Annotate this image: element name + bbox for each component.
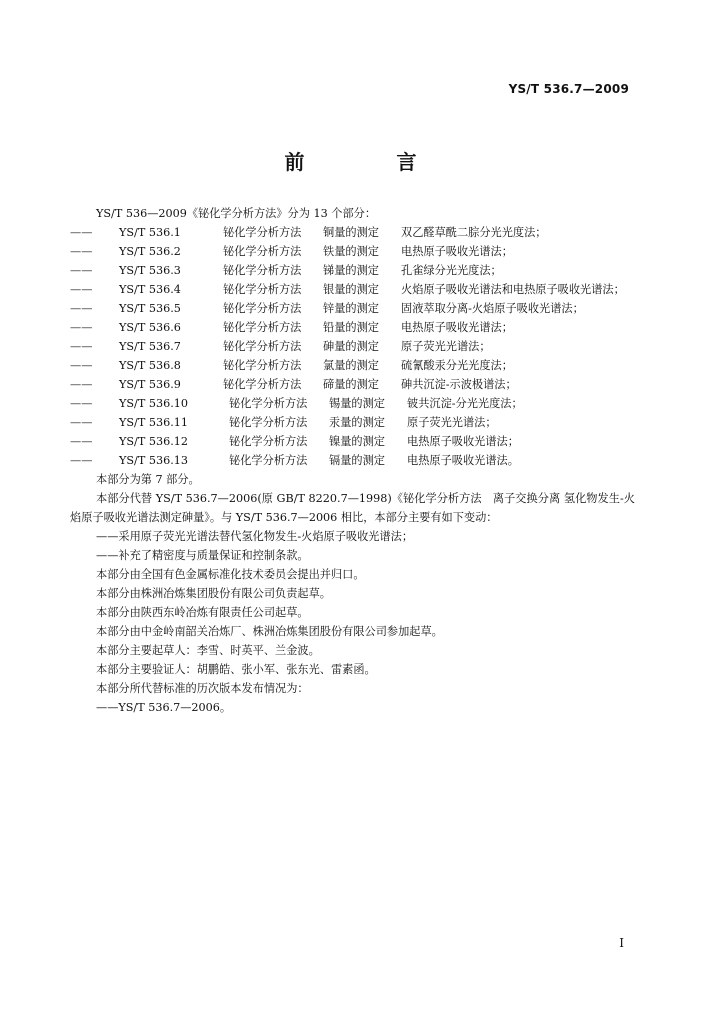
part-measure: 铅量的测定: [323, 321, 379, 334]
part-dash: ——: [70, 340, 93, 353]
part-dash: ——: [70, 435, 93, 448]
part-title: 铋化学分析方法: [223, 264, 302, 277]
part-code: YS/T 536.5: [119, 302, 181, 315]
part-method: 电热原子吸收光谱法。: [407, 454, 519, 467]
participants-paragraph: 本部分由中金岭南韶关冶炼厂、株洲冶炼集团股份有限公司参加起草。: [96, 625, 443, 638]
part-list-item: [70, 223, 635, 242]
part-number-paragraph: 本部分为第 7 部分。: [96, 473, 200, 486]
part-measure: 铜量的测定: [323, 226, 379, 239]
part-title: 铋化学分析方法: [223, 378, 302, 391]
part-dash: ——: [70, 264, 93, 277]
part-list-item: [70, 375, 635, 394]
part-dash: ——: [70, 454, 93, 467]
part-dash: ——: [70, 302, 93, 315]
part-dash: ——: [70, 397, 93, 410]
part-list-item: [70, 242, 635, 261]
drafted-paragraph: 本部分由陕西东岭冶炼有限责任公司起草。: [96, 606, 309, 619]
part-method: 孔雀绿分光光度法；: [401, 264, 502, 277]
part-list-item: [70, 299, 635, 318]
part-method: 电热原子吸收光谱法；: [401, 245, 513, 258]
part-title: 铋化学分析方法: [223, 359, 302, 372]
part-measure: 氯量的测定: [323, 359, 379, 372]
part-title: 铋化学分析方法: [223, 245, 302, 258]
part-method: 铍共沉淀-分光光度法；: [407, 397, 523, 410]
part-code: YS/T 536.3: [119, 264, 181, 277]
part-code: YS/T 536.9: [119, 378, 181, 391]
standard-code-header: YS/T 536.7—2009: [508, 82, 629, 96]
part-dash: ——: [70, 378, 93, 391]
part-method: 火焰原子吸收光谱法和电热原子吸收光谱法；: [401, 283, 625, 296]
part-measure: 锡量的测定: [329, 397, 385, 410]
responsible-paragraph: 本部分由株洲冶炼集团股份有限公司负责起草。: [96, 587, 331, 600]
change-item-1: ——采用原子荧光光谱法替代氢化物发生-火焰原子吸收光谱法；: [96, 530, 414, 543]
part-measure: 锌量的测定: [323, 302, 379, 315]
part-title: 铋化学分析方法: [229, 454, 308, 467]
part-measure: 铁量的测定: [323, 245, 379, 258]
part-measure: 砷量的测定: [323, 340, 379, 353]
part-title: 铋化学分析方法: [223, 226, 302, 239]
part-dash: ——: [70, 359, 93, 372]
part-code: YS/T 536.2: [119, 245, 181, 258]
part-method: 原子荧光光谱法；: [401, 340, 491, 353]
parts-list: [70, 223, 635, 470]
history-paragraph: 本部分所代替标准的历次版本发布情况为：: [96, 682, 309, 695]
part-method: 双乙醛草酰二腙分光光度法；: [401, 226, 547, 239]
page-title: 前 言: [284, 150, 453, 174]
part-measure: 镍量的测定: [329, 435, 385, 448]
part-dash: ——: [70, 283, 93, 296]
part-list-item: [70, 261, 635, 280]
replaces-paragraph: 本部分代替 YS/T 536.7—2006(原 GB/T 8220.7—1998)《铋化学分析方法 离子交换分离 氢化物发生-火焰原子吸收光谱法测定砷量》。与 YS/T 536.7—2006 相比，本部分主要有如下变动：: [70, 492, 635, 524]
part-measure: 银量的测定: [323, 283, 379, 296]
part-title: 铋化学分析方法: [229, 435, 308, 448]
part-measure: 镉量的测定: [329, 454, 385, 467]
part-code: YS/T 536.6: [119, 321, 181, 334]
verifiers-paragraph: 本部分主要验证人：胡鹏皓、张小军、张东光、雷素函。: [96, 663, 376, 676]
part-list-item: [70, 451, 635, 470]
part-method: 硫氰酸汞分光光度法；: [401, 359, 513, 372]
part-method: 原子荧光光谱法；: [407, 416, 497, 429]
part-title: 铋化学分析方法: [229, 397, 308, 410]
part-dash: ——: [70, 416, 93, 429]
part-dash: ——: [70, 321, 93, 334]
part-dash: ——: [70, 245, 93, 258]
history-item: ——YS/T 536.7—2006。: [96, 701, 232, 714]
part-method: 电热原子吸收光谱法；: [407, 435, 519, 448]
proposed-paragraph: 本部分由全国有色金属标准化技术委员会提出并归口。: [96, 568, 365, 581]
change-item-2: ——补充了精密度与质量保证和控制条款。: [96, 549, 309, 562]
part-title: 铋化学分析方法: [223, 340, 302, 353]
part-title: 铋化学分析方法: [223, 321, 302, 334]
part-code: YS/T 536.10: [119, 397, 188, 410]
part-list-item: [70, 280, 635, 299]
part-code: YS/T 536.7: [119, 340, 181, 353]
part-measure: 碲量的测定: [323, 378, 379, 391]
part-list-item: [70, 318, 635, 337]
part-measure: 汞量的测定: [329, 416, 385, 429]
intro-paragraph: YS/T 536—2009《铋化学分析方法》分为 13 个部分：: [96, 207, 377, 220]
part-list-item: [70, 413, 635, 432]
part-method: 电热原子吸收光谱法；: [401, 321, 513, 334]
part-code: YS/T 536.11: [119, 416, 188, 429]
part-title: 铋化学分析方法: [229, 416, 308, 429]
part-title: 铋化学分析方法: [223, 283, 302, 296]
drafters-paragraph: 本部分主要起草人：李雪、时英平、兰金波。: [96, 644, 320, 657]
part-method: 砷共沉淀-示波极谱法；: [401, 378, 517, 391]
part-title: 铋化学分析方法: [223, 302, 302, 315]
part-measure: 锑量的测定: [323, 264, 379, 277]
part-code: YS/T 536.8: [119, 359, 181, 372]
part-list-item: [70, 394, 635, 413]
part-list-item: [70, 432, 635, 451]
part-code: YS/T 536.12: [119, 435, 188, 448]
part-code: YS/T 536.1: [119, 226, 181, 239]
part-method: 固液萃取分离-火焰原子吸收光谱法；: [401, 302, 584, 315]
part-dash: ——: [70, 226, 93, 239]
part-code: YS/T 536.4: [119, 283, 181, 296]
part-list-item: [70, 356, 635, 375]
document-body: [70, 204, 635, 717]
part-list-item: [70, 337, 635, 356]
page-number: I: [619, 936, 624, 950]
part-code: YS/T 536.13: [119, 454, 188, 467]
